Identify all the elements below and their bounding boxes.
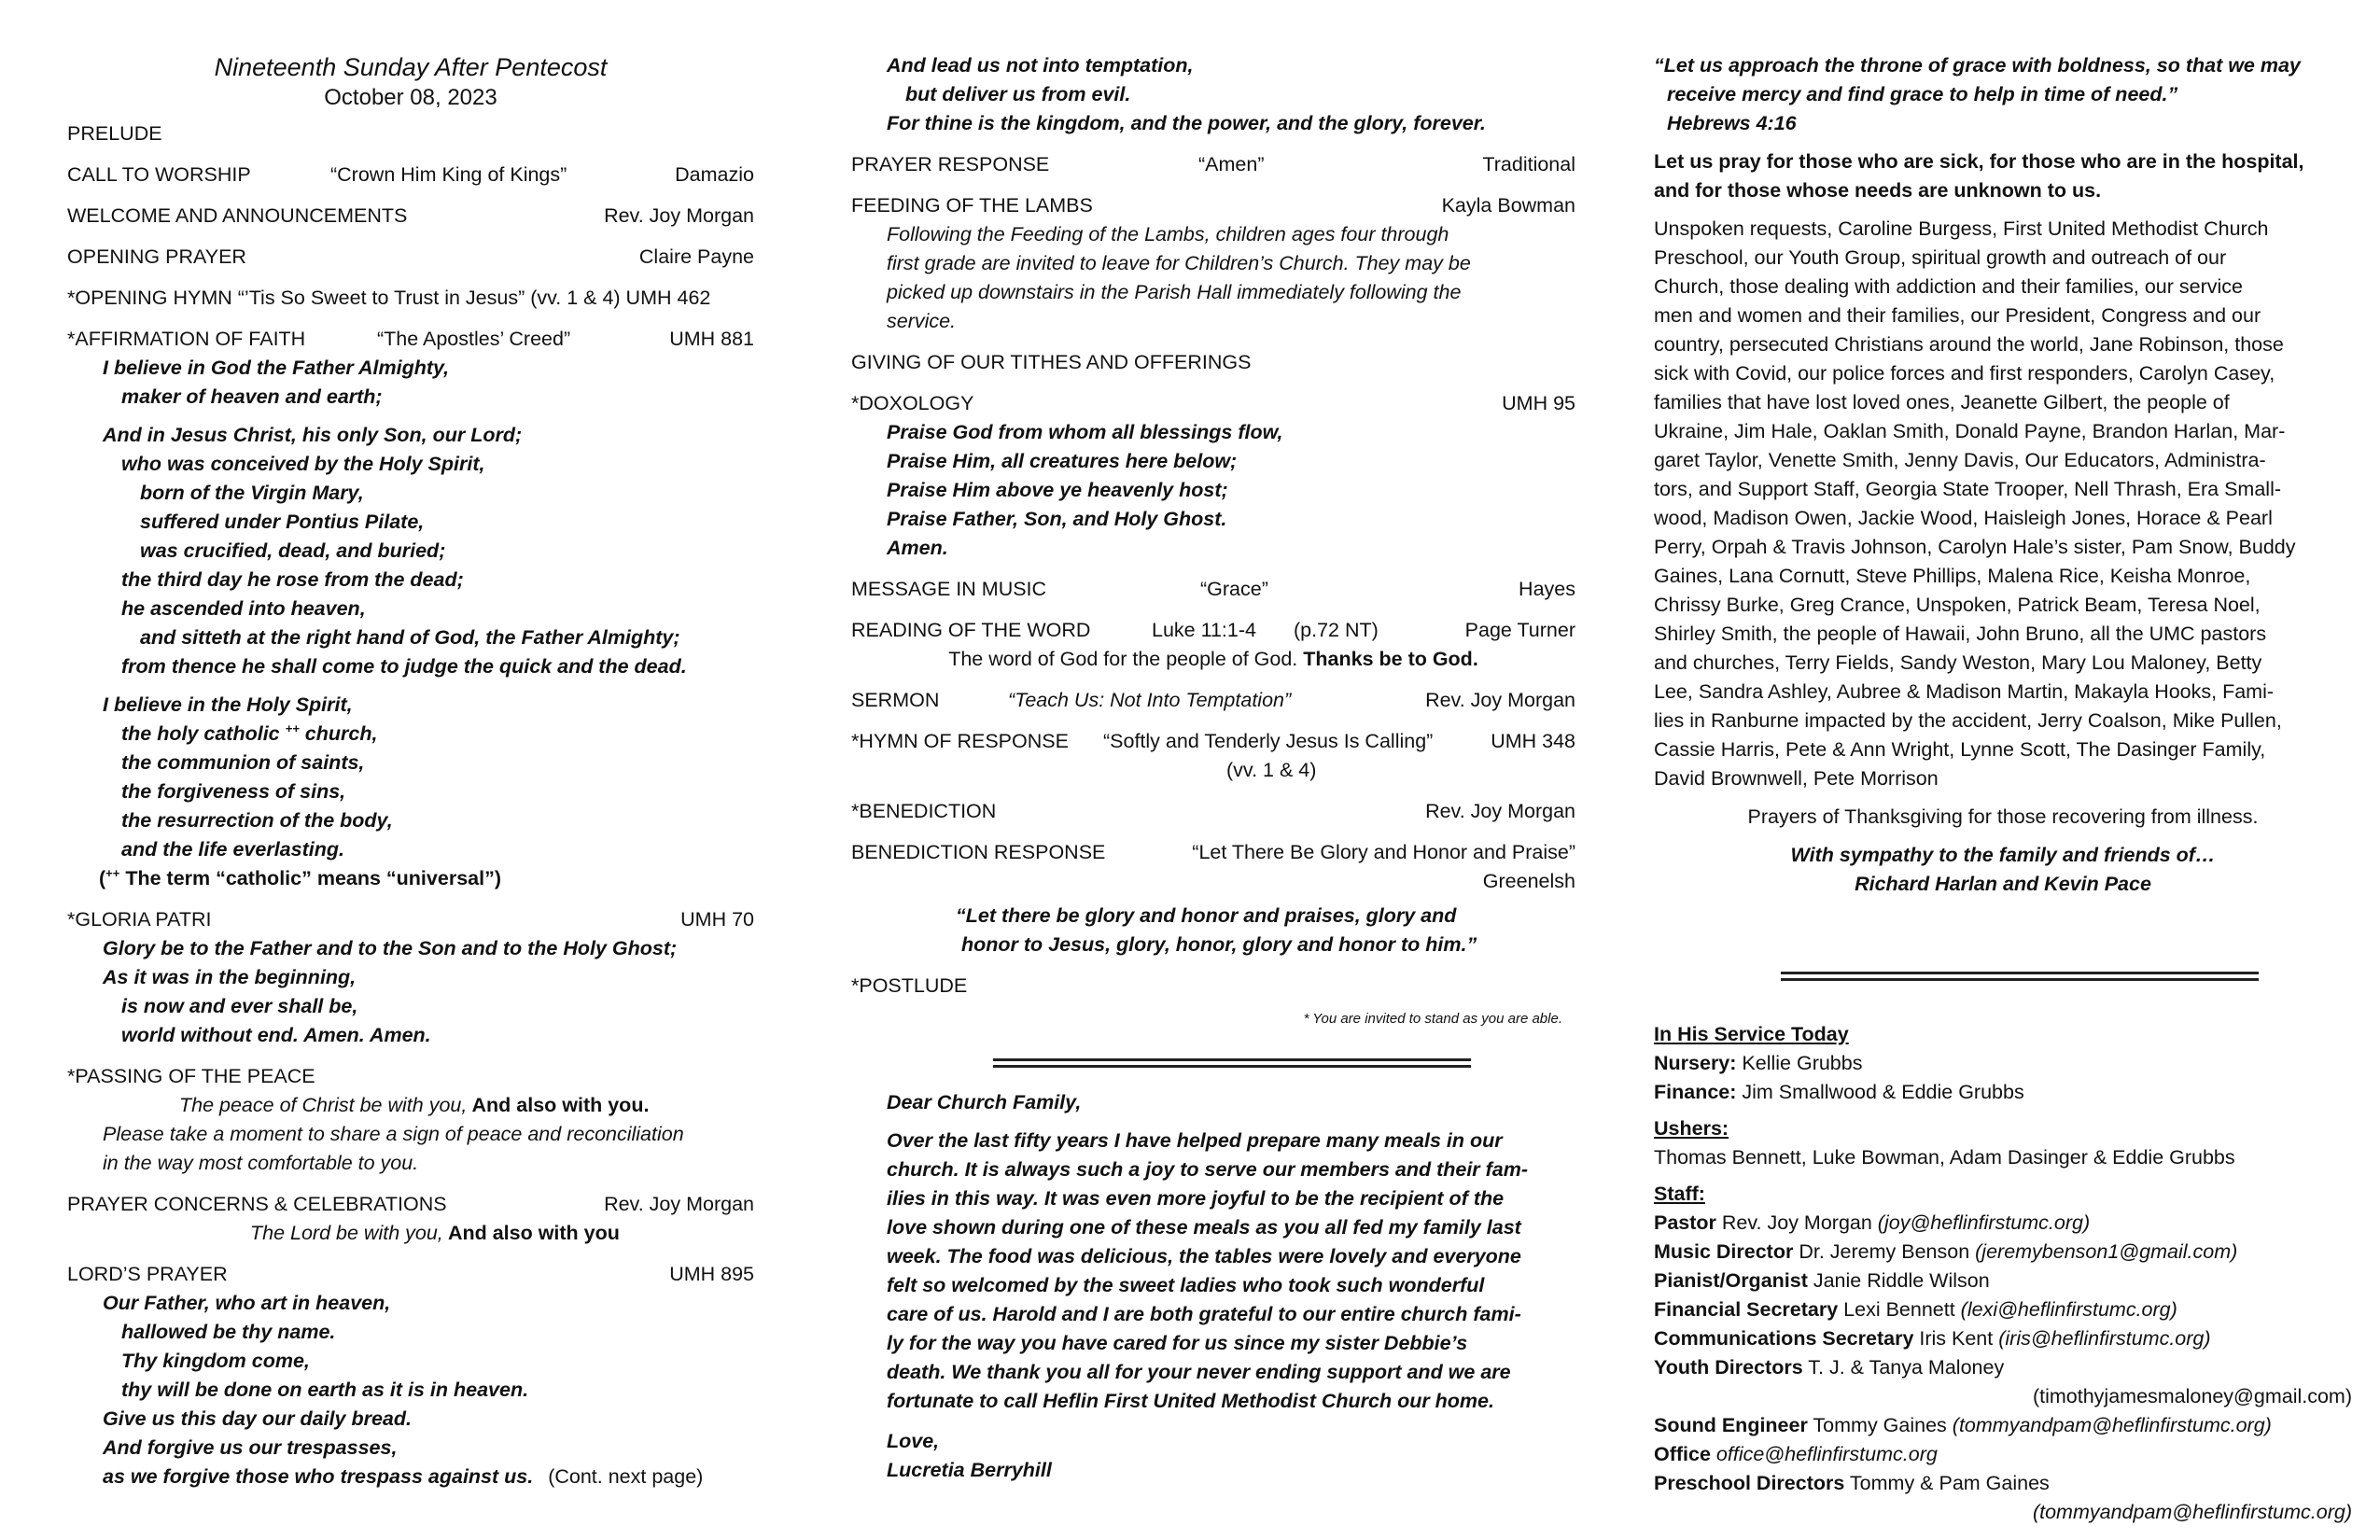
prayer-intro: Let us pray for those who are sick, for those who are in the hospital, and for those whose needs are unknown to us.: [1654, 150, 2304, 202]
lords-prayer: LORD’S PRAYER UMH 895: [67, 1263, 754, 1285]
benediction-lyrics: “Let there be glory and honor and praises, glory and honor to Jesus, glory, honor, glory and honor to him.”: [956, 904, 1477, 956]
staff-row: Music Director Dr. Jeremy Benson (jeremybenson1@gmail.com): [1654, 1240, 2238, 1263]
staff-row: Preschool Directors Tommy & Pam Gaines: [1654, 1472, 2050, 1494]
column-right: [1654, 0, 2352, 1527]
tithes-offerings: GIVING OF OUR TITHES AND OFFERINGS: [851, 351, 1252, 373]
welcome: WELCOME AND ANNOUNCEMENTS Rev. Joy Morgan: [67, 204, 754, 227]
postlude: *POSTLUDE: [851, 974, 968, 997]
peace-text: The peace of Christ be with you, And also with you. Please take a moment to share a sign of peace and reconciliation in the way most comfortable to you.: [103, 1094, 684, 1174]
staff-row: Financial Secretary Lexi Bennett (lexi@heflinfirstumc.org): [1654, 1298, 2177, 1321]
prayer-response: PRAYER RESPONSE “Amen” Traditional: [851, 153, 1575, 175]
staff-heading: Staff:: [1654, 1183, 1705, 1205]
staff-row: Sound Engineer Tommy Gaines (tommyandpam@heflinfirstumc.org): [1654, 1414, 2272, 1436]
service-heading: In His Service Today: [1654, 1023, 1849, 1045]
service-date: October 08, 2023: [324, 85, 497, 110]
staff-row: Pianist/Organist Janie Riddle Wilson: [1654, 1269, 1990, 1292]
column-middle: [851, 0, 1575, 1485]
message-in-music: MESSAGE IN MUSIC “Grace” Hayes: [851, 578, 1575, 600]
letter-body: Over the last fifty years I have helped prepare many meals in our church. It is always such a joy to serve our members and their fam- ilies in this way. It was even more joyful to be the recipient of the love shown during one of these meals as you all fed my family last week. The food was delicious, the tables were lovely and everyone felt so welcomed by the sweet ladies who took such wonderful care of us. Harold and I are both grateful to our entire church fami- ly for the way you have cared for us since my sister Debbie’s death. We thank you all for your never ending support and we are fortunate to call Heflin First United Methodist Church our home.: [887, 1129, 1529, 1412]
reading-response: The word of God for the people of God. Thanks be to God.: [948, 648, 1478, 670]
catholic-note: (++ The term “catholic” means “universal”): [99, 865, 501, 889]
concerns-response: The Lord be with you, And also with you: [250, 1222, 620, 1244]
apostles-creed: I believe in God the Father Almighty, maker of heaven and earth; And in Jesus Christ, his only Son, our Lord; who was conceived by the Holy Spirit, born of the Virgin Mary, suffered under Pontius Pilate, was crucified, dead, and buried; the third day he rose from the dead; he ascended into heaven, and sitteth at the right hand of God, the Father Almighty; from thence he shall come to judge the quick and the dead. I believe in the Holy Spirit, the holy catholic ++ church, the communion of saints, the forgiveness of sins, the resurrection of the body, and the life everlasting.: [103, 357, 687, 861]
nursery: Nursery: Kellie Grubbs: [1654, 1052, 1863, 1074]
benediction-response: BENEDICTION RESPONSE “Let There Be Glory and Honor and Praise”: [851, 841, 1575, 863]
staff-row: Communications Secretary Iris Kent (iris@heflinfirstumc.org): [1654, 1327, 2211, 1350]
column-left: [67, 0, 754, 1491]
staff-row: Office office@heflinfirstumc.org: [1654, 1443, 1938, 1465]
staff-row: Youth Directors T. J. & Tanya Maloney: [1654, 1356, 2005, 1379]
benediction-composer: Greenelsh: [1482, 870, 1575, 892]
scripture-verse: “Let us approach the throne of grace with boldness, so that we may receive mercy and find grace to help in time of need.” Hebrews 4:16: [1654, 54, 2301, 134]
lambs-text: Following the Feeding of the Lambs, children ages four through first grade are invited to leave for Children’s Church. They may be picked up downstairs in the Parish Hall immediately following the service.: [887, 223, 1471, 332]
letter-greeting: Dear Church Family,: [887, 1091, 1082, 1113]
preschool-email: (tommyandpam@heflinfirstumc.org): [2032, 1501, 2352, 1523]
letter-close: Love,: [887, 1430, 940, 1452]
youth-email: (timothyjamesmaloney@gmail.com): [2032, 1385, 2352, 1407]
divider: [993, 1058, 1471, 1068]
feeding-of-lambs: FEEDING OF THE LAMBS Kayla Bowman: [851, 194, 1575, 217]
divider: [1781, 972, 2259, 981]
passing-of-peace: *PASSING OF THE PEACE: [67, 1065, 315, 1087]
letter-signature: Lucretia Berryhill: [887, 1459, 1052, 1481]
prayer-concerns: PRAYER CONCERNS & CELEBRATIONS Rev. Joy Morgan: [67, 1193, 754, 1215]
sermon: SERMON “Teach Us: Not Into Temptation” Rev. Joy Morgan: [851, 689, 1575, 711]
finance: Finance: Jim Smallwood & Eddie Grubbs: [1654, 1081, 2024, 1103]
hymn-of-response: *HYMN OF RESPONSE “Softly and Tenderly Jesus Is Calling” UMH 348: [851, 730, 1575, 752]
call-to-worship: CALL TO WORSHIP “Crown Him King of Kings” Damazio: [67, 163, 754, 186]
opening-prayer: OPENING PRAYER Claire Payne: [67, 245, 754, 268]
hymn-verses: (vv. 1 & 4): [1226, 759, 1317, 781]
reading-of-word: READING OF THE WORD Luke 11:1-4 (p.72 NT) Page Turner: [851, 619, 1575, 641]
gloria-text: Glory be to the Father and to the Son and to the Holy Ghost; As it was in the beginning, is now and ever shall be, world without end. Amen. Amen.: [103, 937, 678, 1046]
ushers-heading: Ushers:: [1654, 1117, 1729, 1140]
lords-prayer-cont: And lead us not into temptation, but deliver us from evil. For thine is the kingdom, and the power, and the glory, forever.: [887, 54, 1486, 134]
affirmation-of-faith: *AFFIRMATION OF FAITH “The Apostles’ Creed” UMH 881: [67, 328, 754, 350]
opening-hymn: *OPENING HYMN “’Tis So Sweet to Trust in Jesus” (vv. 1 & 4) UMH 462: [67, 287, 711, 309]
lords-prayer-text: Our Father, who art in heaven, hallowed be thy name. Thy kingdom come, thy will be done on earth as it is in heaven. Give us this day our daily bread. And forgive us our trespasses, as we forgive those who trespass against us. (Cont. next page): [103, 1292, 704, 1488]
prelude: PRELUDE: [67, 122, 162, 145]
doxology-text: Praise God from whom all blessings flow, Praise Him, all creatures here below; Praise Him above ye heavenly host; Praise Father, Son, and Holy Ghost. Amen.: [887, 421, 1283, 559]
continued-note: (Cont. next page): [548, 1465, 704, 1488]
thanksgiving: Prayers of Thanksgiving for those recovering from illness.: [1747, 805, 2259, 828]
service-title: Nineteenth Sunday After Pentecost: [214, 53, 608, 81]
staff-row: Pastor Rev. Joy Morgan (joy@heflinfirstumc.org): [1654, 1211, 2091, 1234]
sympathy: With sympathy to the family and friends of… Richard Harlan and Kevin Pace: [1790, 844, 2216, 895]
stand-note: * You are invited to stand as you are able.: [1303, 1011, 1562, 1027]
prayer-requests: Unspoken requests, Caroline Burgess, First United Methodist Church Preschool, our Youth Group, spiritual growth and outreach of our Church, those dealing with addiction and their families, our service men and women and their families, our President, Congress and our country, persecuted Christians around the world, Jane Robinson, those sick with Covid, our police forces and first responders, Carolyn Casey, families that have lost loved ones, Jeanette Gilbert, the people of Ukraine, Jim Hale, Oaklan Smith, Donald Payne, Brandon Harlan, Mar- garet Taylor, Venette Smith, Jenny Davis, Our Educators, Administra- tors, and Support Staff, Georgia State Trooper, Nell Thrash, Era Small- wood, Madison Owen, Jackie Wood, Haisleigh Jones, Horace & Pearl Perry, Orpah & Travis Johnson, Carolyn Hale’s sister, Pam Snow, Buddy Gaines, Lana Cornutt, Steve Phillips, Malena Rice, Keisha Monroe, Chrissy Burke, Greg Crance, Unspoken, Patrick Beam, Teresa Noel, Shirley Smith, the people of Hawaii, John Bruno, all the UMC pastors and churches, Terry Fields, Sandy Weston, Mary Lou Maloney, Betty Lee, Sandra Ashley, Aubree & Madison Martin, Makayla Hooks, Fami- lies in Ranburne impacted by the accident, Jerry Coalson, Mike Pullen, Cassie Harris, Pete & Ann Wright, Lynne Scott, The Dasinger Family, David Brownwell, Pete Morrison: [1654, 217, 2296, 790]
doxology: *DOXOLOGY UMH 95: [851, 392, 1575, 414]
ushers: Thomas Bennett, Luke Bowman, Adam Dasinger & Eddie Grubbs: [1654, 1146, 2235, 1169]
staff-list: [1654, 1209, 2352, 1527]
gloria-patri: *GLORIA PATRI UMH 70: [67, 908, 754, 931]
benediction: *BENEDICTION Rev. Joy Morgan: [851, 800, 1575, 822]
